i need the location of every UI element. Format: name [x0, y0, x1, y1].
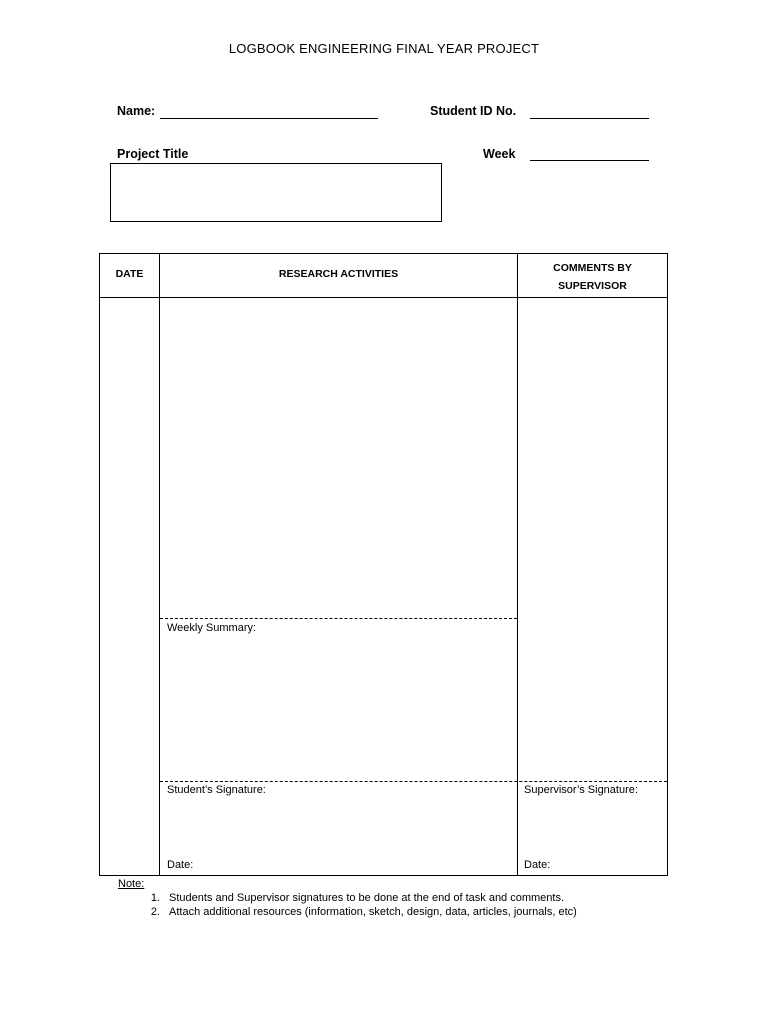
- project-title-label: Project Title: [117, 147, 189, 161]
- supervisor-comments-area[interactable]: [518, 298, 667, 781]
- weekly-summary-area[interactable]: [160, 636, 517, 780]
- student-id-field[interactable]: [530, 118, 649, 119]
- document-title: LOGBOOK ENGINEERING FINAL YEAR PROJECT: [228, 41, 540, 56]
- logbook-table: [99, 253, 668, 876]
- notes-list: [118, 891, 577, 919]
- note-text: Attach additional resources (information, sketch, design, data, articles, journals, etc): [169, 906, 577, 918]
- student-date-label: Date:: [167, 859, 194, 871]
- name-field[interactable]: [160, 118, 378, 119]
- signature-divider: [160, 781, 667, 782]
- week-label: Week: [483, 147, 516, 161]
- weekly-summary-label: Weekly Summary:: [167, 622, 257, 634]
- note-item: [118, 905, 577, 919]
- notes-heading: Note:: [118, 878, 145, 890]
- supervisor-signature-label: Supervisor’s Signature:: [524, 784, 638, 796]
- research-activities-area[interactable]: [160, 298, 517, 618]
- summary-divider: [160, 618, 517, 619]
- notes-section: [118, 877, 577, 919]
- student-signature-label: Student’s Signature:: [167, 784, 266, 796]
- name-label: Name:: [117, 104, 156, 118]
- note-text: Students and Supervisor signatures to be done at the end of task and comments.: [169, 892, 565, 904]
- date-area[interactable]: [100, 298, 159, 875]
- comments-header: [518, 259, 667, 295]
- note-number: 2.: [150, 906, 160, 918]
- project-title-box[interactable]: [110, 163, 442, 222]
- week-field[interactable]: [530, 160, 649, 161]
- note-item: [118, 891, 577, 905]
- student-id-label: Student ID No.: [430, 104, 517, 118]
- comments-header-line-2: SUPERVISOR: [558, 280, 627, 292]
- comments-header-line-1: COMMENTS BY: [553, 262, 632, 274]
- note-number: 1.: [150, 892, 160, 904]
- supervisor-date-label: Date:: [524, 859, 551, 871]
- date-header: DATE: [115, 268, 144, 280]
- research-activities-header: RESEARCH ACTIVITIES: [278, 268, 399, 280]
